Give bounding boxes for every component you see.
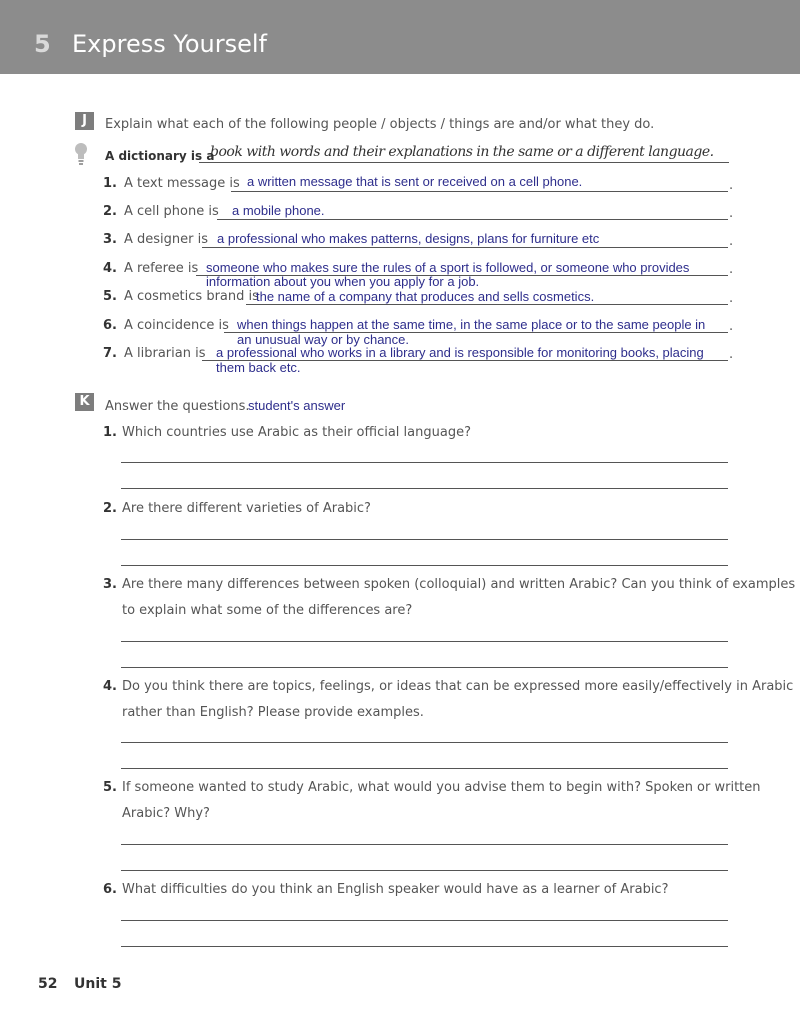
item-prompt: A cell phone is	[124, 204, 219, 219]
period: .	[729, 347, 734, 362]
item-prompt: A text message is	[124, 176, 240, 191]
question-text-continued: Arabic? Why?	[122, 806, 210, 821]
item-answer-continued[interactable]: an unusual way or by chance.	[237, 332, 409, 347]
lightbulb-icon	[74, 142, 88, 166]
section-j-badge: J	[75, 112, 94, 130]
footer-unit-label: Unit 5	[74, 976, 122, 992]
unit-header-banner	[0, 0, 800, 74]
item-answer[interactable]: a professional who makes patterns, designs, plans for furniture etc	[217, 231, 600, 246]
answer-writing-line[interactable]	[121, 565, 728, 566]
section-k-instruction: Answer the questions.	[105, 399, 250, 414]
item-number: 6.	[103, 318, 117, 333]
answer-writing-line[interactable]	[121, 641, 728, 642]
page-title: Express Yourself	[72, 30, 267, 58]
question-text: What difficulties do you think an English speaker would have as a learner of Arabic?	[122, 882, 669, 897]
item-number: 5.	[103, 289, 117, 304]
question-number: 3.	[103, 577, 117, 592]
answer-writing-line[interactable]	[121, 667, 728, 668]
item-answer-continued[interactable]: them back etc.	[216, 360, 301, 375]
example-lead: A dictionary is a	[105, 149, 215, 163]
item-number: 7.	[103, 346, 117, 361]
item-answer[interactable]: when things happen at the same time, in the same place or to the same people in	[237, 317, 706, 332]
question-text: Are there many differences between spoken (colloquial) and written Arabic? Can you think of examples	[122, 577, 796, 592]
question-number: 6.	[103, 882, 117, 897]
answer-line	[196, 275, 728, 276]
question-text-continued: to explain what some of the differences are?	[122, 603, 413, 618]
answer-line	[217, 219, 728, 220]
period: .	[729, 234, 734, 249]
item-answer[interactable]: someone who makes sure the rules of a sport is followed, or someone who provides	[206, 260, 690, 275]
question-text: Do you think there are topics, feelings, or ideas that can be expressed more easily/effectively in Arabic	[122, 679, 794, 694]
answer-line	[231, 191, 728, 192]
question-text: Are there different varieties of Arabic?	[122, 501, 371, 516]
item-number: 4.	[103, 261, 117, 276]
item-prompt: A cosmetics brand is	[124, 289, 259, 304]
period: .	[729, 206, 734, 221]
question-text: If someone wanted to study Arabic, what would you advise them to begin with? Spoken or written	[122, 780, 761, 795]
answer-line	[202, 360, 728, 361]
item-prompt: A designer is	[124, 232, 209, 247]
question-number: 5.	[103, 780, 117, 795]
period: .	[729, 291, 734, 306]
item-prompt: A referee is	[124, 261, 199, 276]
item-number: 3.	[103, 232, 117, 247]
item-answer[interactable]: a professional who works in a library and is responsible for monitoring books, placing	[216, 345, 704, 360]
page-number: 52	[38, 976, 58, 992]
answer-writing-line[interactable]	[121, 920, 728, 921]
question-number: 2.	[103, 501, 117, 516]
student-answer-note: student's answer	[248, 398, 346, 413]
answer-writing-line[interactable]	[121, 488, 728, 489]
answer-line	[224, 332, 728, 333]
period: .	[729, 178, 734, 193]
example-answer: book with words and their explanations in the same or a different language.	[210, 144, 714, 160]
section-k-badge: K	[75, 393, 94, 411]
item-number: 1.	[103, 176, 117, 191]
item-answer[interactable]: a written message that is sent or received on a cell phone.	[247, 174, 583, 189]
answer-writing-line[interactable]	[121, 870, 728, 871]
item-answer[interactable]: a mobile phone.	[232, 203, 325, 218]
answer-writing-line[interactable]	[121, 844, 728, 845]
item-prompt: A librarian is	[124, 346, 206, 361]
unit-number: 5	[34, 30, 51, 58]
question-number: 1.	[103, 425, 117, 440]
example-answer-line	[199, 162, 729, 163]
item-answer-continued[interactable]: information about you when you apply for a job.	[206, 274, 480, 289]
answer-writing-line[interactable]	[121, 768, 728, 769]
question-number: 4.	[103, 679, 117, 694]
item-prompt: A coincidence is	[124, 318, 229, 333]
answer-writing-line[interactable]	[121, 742, 728, 743]
answer-writing-line[interactable]	[121, 462, 728, 463]
period: .	[729, 319, 734, 334]
item-number: 2.	[103, 204, 117, 219]
question-text-continued: rather than English? Please provide examples.	[122, 705, 424, 720]
answer-writing-line[interactable]	[121, 946, 728, 947]
question-text: Which countries use Arabic as their official language?	[122, 425, 471, 440]
period: .	[729, 262, 734, 277]
section-j-instruction: Explain what each of the following people / objects / things are and/or what they do.	[105, 117, 655, 132]
item-answer[interactable]: the name of a company that produces and sells cosmetics.	[256, 289, 595, 304]
answer-writing-line[interactable]	[121, 539, 728, 540]
answer-line	[202, 247, 728, 248]
answer-line	[246, 304, 728, 305]
